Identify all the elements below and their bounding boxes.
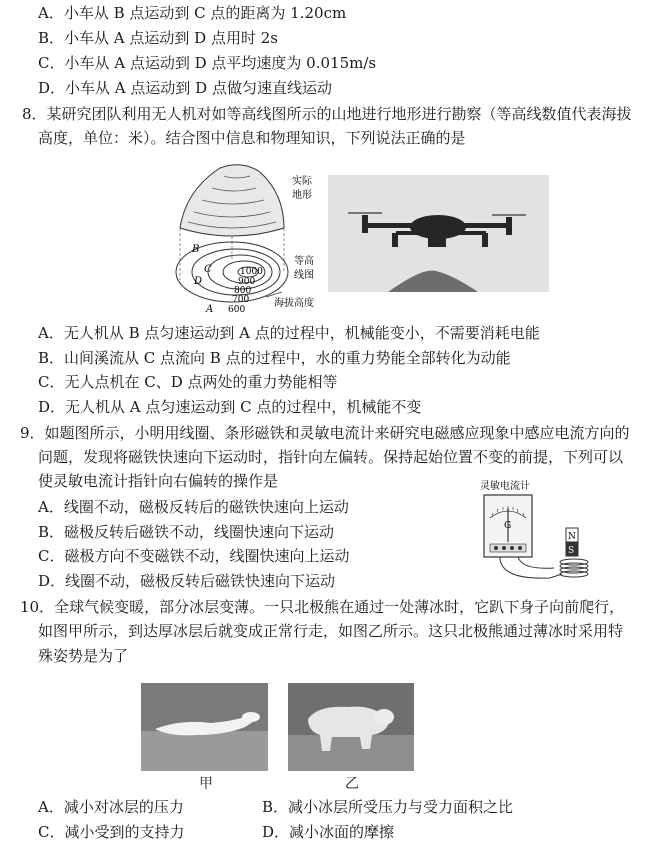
point-c: C <box>204 264 212 275</box>
q7-option-d: D．小车从 A 点运动到 D 点做匀速直线运动 <box>38 79 332 97</box>
galvanometer-label: 灵敏电流计 <box>480 481 530 492</box>
label-contour-2: 线图 <box>294 270 314 281</box>
q10-option-d: D．减小冰面的摩擦 <box>262 823 395 841</box>
label-actual-1: 实际 <box>292 176 312 187</box>
contour-value-1000: 1000 <box>240 267 263 277</box>
q10-stem-line3: 殊姿势是为了 <box>38 647 129 665</box>
point-d: D <box>194 276 203 287</box>
magnet-n-label: N <box>568 532 576 542</box>
q8-option-a: A．无人机从 B 点匀速运动到 A 点的过程中，机械能变小，不需要消耗电能 <box>38 324 540 342</box>
galvanometer-figure <box>470 478 600 586</box>
magnet-s-label: S <box>568 546 575 556</box>
q8-option-c: C．无人点机在 C、D 点两处的重力势能相等 <box>38 373 338 391</box>
q9-stem-line2: 问题，发现将磁铁快速向下运动时，指针向左偏转。保持起始位置不变的前提，下列可以 <box>38 448 624 466</box>
q9-option-d: D．线圈不动，磁极反转后磁铁快速向下运动 <box>38 572 336 590</box>
q8-option-d: D．无人机从 A 点匀速运动到 C 点的过程中，机械能不变 <box>38 398 422 416</box>
caption-left: 甲 <box>199 776 213 792</box>
q8-stem-line1: 8．某研究团队利用无人机对如等高线图所示的山地进行地形进行勘察（等高线数值代表海拔 <box>22 105 632 123</box>
contour-value-800: 800 <box>234 286 252 296</box>
label-altitude: 海拔高度 <box>274 298 314 309</box>
drone-photo <box>328 175 549 292</box>
q9-option-a: A．线圈不动，磁极反转后的磁铁快速向上运动 <box>38 498 349 516</box>
point-b: B <box>192 244 200 255</box>
galvanometer-g-mark: G <box>504 521 512 531</box>
polar-bear-walking-photo <box>288 683 414 771</box>
q10-option-c: C．减小受到的支持力 <box>38 823 185 841</box>
q9-stem-line3: 使灵敏电流计指针向右偏转的操作是 <box>38 472 279 490</box>
q10-option-a: A．减小对冰层的压力 <box>38 798 184 816</box>
label-contour-1: 等高 <box>294 256 314 267</box>
q7-option-b: B．小车从 A 点运动到 D 点用时 2s <box>38 29 278 47</box>
polar-bear-crawling-photo <box>141 683 268 771</box>
contour-value-700: 700 <box>232 295 250 305</box>
contour-value-900: 900 <box>238 277 256 287</box>
q9-option-c: C．磁极方向不变磁铁不动，线圈快速向上运动 <box>38 547 350 565</box>
contour-value-600: 600 <box>228 305 246 315</box>
q10-option-b: B．减小冰层所受压力与受力面积之比 <box>262 798 514 816</box>
caption-right: 乙 <box>345 776 359 792</box>
terrain-contour-figure <box>172 160 330 315</box>
q7-option-a: A．小车从 B 点运动到 C 点的距离为 1.20cm <box>38 4 347 22</box>
label-actual-2: 地形 <box>292 190 312 201</box>
q9-option-b: B．磁极反转后磁铁不动，线圈快速向下运动 <box>38 523 335 541</box>
q9-stem-line1: 9．如题图所示，小明用线圈、条形磁铁和灵敏电流计来研究电磁感应现象中感应电流方向的 <box>20 424 630 442</box>
coil <box>560 559 588 577</box>
q10-stem-line1: 10．全球气候变暖，部分冰层变薄。一只北极熊在通过一处薄冰时，它趴下身子向前爬行， <box>20 598 625 616</box>
q7-option-c: C．小车从 A 点运动到 D 点平均速度为 0.015m/s <box>38 54 377 72</box>
q8-option-b: B．山间溪流从 C 点流向 B 点的过程中，水的重力势能全部转化为动能 <box>38 349 511 367</box>
q8-stem-line2: 高度，单位：米）。结合图中信息和物理知识，下列说法正确的是 <box>38 129 466 147</box>
q10-stem-line2: 如图甲所示，到达厚冰层后就变成正常行走，如图乙所示。这只北极熊通过薄冰时采用特 <box>38 622 624 640</box>
point-a: A <box>206 304 214 315</box>
